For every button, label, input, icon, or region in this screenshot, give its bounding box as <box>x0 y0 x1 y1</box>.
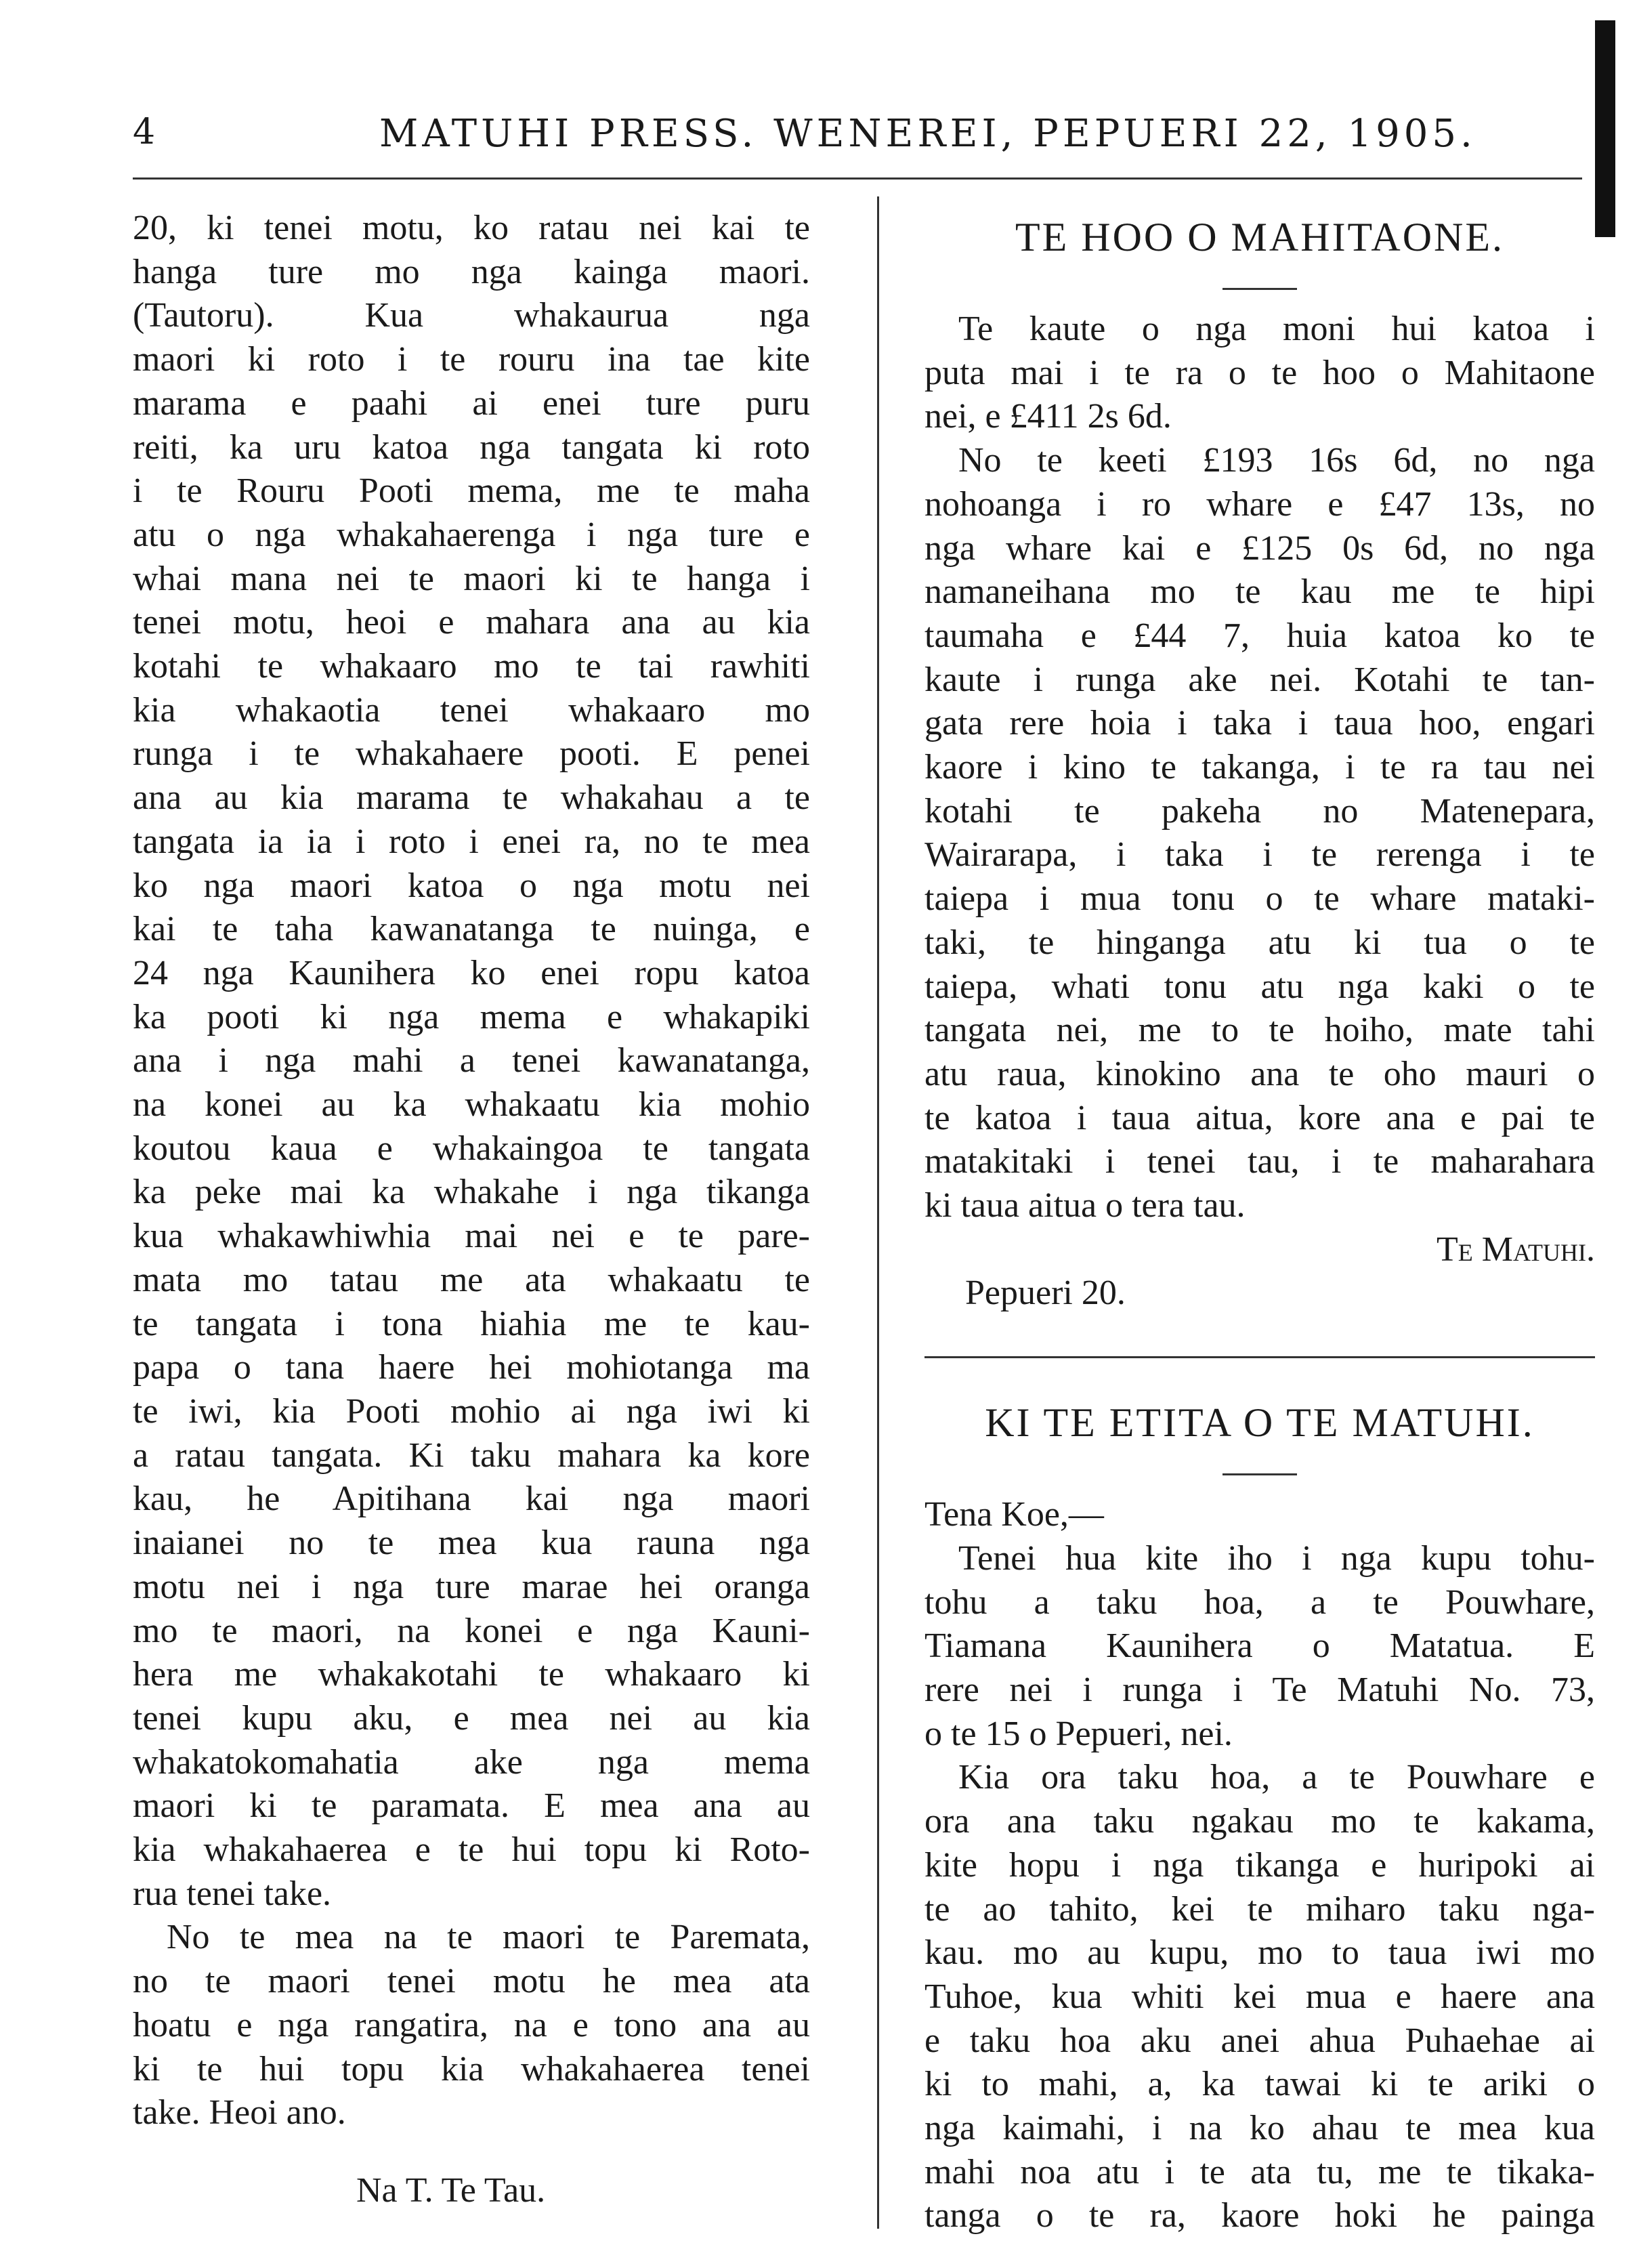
text-line: No te mea na te maori te Paremata, <box>167 1918 810 1957</box>
text-line: kai te taha kawanatanga te nuinga, e <box>133 910 810 949</box>
text-line: rua tenei take. <box>133 1874 332 1913</box>
text-line: whai mana nei te maori ki te hanga i <box>133 559 810 598</box>
text-line: nga kaimahi, i na ko ahau te mea kua <box>924 2109 1595 2148</box>
text-line: runga i te whakahaere pooti. E penei <box>133 734 810 774</box>
text-line: tenei kupu aku, e mea nei au kia <box>133 1698 810 1738</box>
left-paragraph-1 <box>133 207 810 1916</box>
text-line: kaute i runga ake nei. Kotahi te tan- <box>924 660 1595 699</box>
text-line: te katoa i taua aitua, kore ana e pai te <box>924 1098 1595 1137</box>
text-line: tohu a taku hoa, a te Pouwhare, <box>924 1582 1595 1622</box>
article1-signoff <box>924 1228 1595 1272</box>
text-line: ki to mahi, a, ka tawai ki te ariki o <box>924 2065 1595 2104</box>
column-divider <box>877 196 879 2229</box>
text-line: puta mai i te ra o te hoo o Mahitaone <box>924 353 1595 392</box>
text-line: ka peke mai ka whakahe i nga tikanga <box>133 1173 810 1212</box>
text-line: Wairarapa, i taka i te rerenga i te <box>924 835 1595 875</box>
text-line: gata rere hoia i taka i taua hoo, engari <box>924 704 1595 743</box>
text-line: atu raua, kinokino ana te oho mauri o <box>924 1054 1595 1093</box>
text-line: kotahi te whakaaro mo te tai rawhiti <box>133 647 810 686</box>
text-line: ka pooti ki nga mema e whakapiki <box>133 997 810 1036</box>
text-line: taumaha e £44 7, huia katoa ko te <box>924 616 1595 655</box>
text-line: te iwi, kia Pooti mohio ai nga iwi ki <box>133 1391 810 1431</box>
text-line: ana i nga mahi a tenei kawanatanga, <box>133 1041 810 1080</box>
text-line: tenei motu, heoi e mahara ana au kia <box>133 603 810 642</box>
text-line: hera me whakakotahi te whakaaro ki <box>133 1655 810 1694</box>
text-line: papa o tana haere hei mohiotanga ma <box>133 1348 810 1387</box>
text-line: namaneihana mo te kau me te hipi <box>924 572 1595 612</box>
text-line: (Tautoru). Kua whakaurua nga <box>133 296 810 335</box>
text-line: na konei au ka whakaatu kia mohio <box>133 1085 810 1125</box>
text-line: maori ki te paramata. E mea ana au <box>133 1786 810 1826</box>
article1-date: Pepueri 20. <box>965 1274 1126 1313</box>
text-line: koutou kaua e whakaingoa te tangata <box>133 1129 810 1168</box>
text-line: tanga o te ra, kaore hoki he painga <box>924 2196 1595 2235</box>
text-line: ora ana taku ngakau mo te kakama, <box>924 1802 1595 1841</box>
text-line: 20, ki tenei motu, ko ratau nei kai te <box>133 209 810 247</box>
text-line: ko nga maori katoa o nga motu nei <box>133 866 810 905</box>
text-line: Te kaute o nga moni hui katoa i <box>958 310 1595 348</box>
text-line: No te keeti £193 16s 6d, no nga <box>958 441 1595 480</box>
masthead: MATUHI PRESS. WENEREI, PEPUERI 22, 1905. <box>379 112 1476 156</box>
text-line: kaore i kino te takanga, i te ra tau nei <box>924 748 1595 787</box>
text-line: tangata nei, me to te hoiho, mate tahi <box>924 1011 1595 1050</box>
text-line: motu nei i nga ture marae hei oranga <box>133 1567 810 1606</box>
text-line: reiti, ka uru katoa nga tangata ki roto <box>133 427 810 467</box>
text-line: maori ki roto i te rouru ina tae kite <box>133 340 810 379</box>
text-line: Tiamana Kaunihera o Matatua. E <box>924 1626 1595 1666</box>
left-paragraph-2 <box>133 1916 810 2135</box>
article2-paragraph-2 <box>924 1756 1595 2238</box>
article1-signoff-text: Te Matuhi. <box>1437 1230 1595 1269</box>
text-line: 24 nga Kaunihera ko enei ropu katoa <box>133 953 810 992</box>
text-line: nohoanga i ro whare e £47 13s, no <box>924 484 1595 524</box>
article1-heading-rule <box>1223 288 1297 290</box>
text-line: mahi noa atu i te ata tu, me te tikaka- <box>924 2152 1595 2191</box>
text-line: atu o nga whakahaerenga i nga ture e <box>133 515 810 554</box>
text-line: tangata ia ia i roto i enei ra, no te mea <box>133 822 810 861</box>
text-line: whakatokomahatia ake nga mema <box>133 1742 810 1782</box>
text-line: te ao tahito, kei te miharo taku nga- <box>924 1889 1595 1929</box>
text-line: take. Heoi ano. <box>133 2093 346 2133</box>
left-column <box>133 207 810 2213</box>
article2-heading-rule <box>1223 1473 1297 1475</box>
text-line: ki taua aitua o tera tau. <box>924 1186 1246 1225</box>
text-line: nei, e £411 2s 6d. <box>924 397 1172 436</box>
article1-heading: TE HOO O MAHITAONE. <box>1015 215 1505 259</box>
text-line: mo te maori, na konei e nga Kauni- <box>133 1611 810 1650</box>
text-line: nga whare kai e £125 0s 6d, no nga <box>924 528 1595 568</box>
text-line: kua whakawhiwhia mai nei e te pare- <box>133 1217 810 1256</box>
section-rule <box>924 1356 1595 1358</box>
text-line: kau. mo au kupu, mo to taua iwi mo <box>924 1933 1595 1973</box>
text-line: hanga ture mo nga kainga maori. <box>133 252 810 291</box>
text-line: kia whakahaerea e te hui topu ki Roto- <box>133 1830 810 1870</box>
article2-heading: KI TE ETITA O TE MATUHI. <box>985 1400 1535 1446</box>
text-line: ana au kia marama te whakahau a te <box>133 778 810 818</box>
text-line: taiepa, whati tonu atu nga kaki o te <box>924 967 1595 1006</box>
text-line: taki, te hinganga atu ki tua o te <box>924 923 1595 962</box>
top-rule <box>133 177 1582 180</box>
text-line: marama e paahi ai enei ture puru <box>133 383 810 423</box>
text-line: kia whakaotia tenei whakaaro mo <box>133 690 810 730</box>
text-line: ki te hui topu kia whakahaerea tenei <box>133 2049 810 2088</box>
text-line: inaianei no te mea kua rauna nga <box>133 1524 810 1563</box>
text-line: no te maori tenei motu he mea ata <box>133 1962 810 2001</box>
text-line: e taku hoa aku anei ahua Puhaehae ai <box>924 2021 1595 2060</box>
text-line: Kia ora taku hoa, a te Pouwhare e <box>958 1758 1595 1797</box>
text-line: Tuhoe, kua whiti kei mua e haere ana <box>924 1977 1595 2016</box>
text-line: taiepa i mua tonu o te whare mataki- <box>924 879 1595 919</box>
edge-bar <box>1595 20 1615 237</box>
text-line: mata mo tatau me ata whakaatu te <box>133 1260 810 1299</box>
text-line: a ratau tangata. Ki taku mahara ka kore <box>133 1435 810 1475</box>
text-line: kite hopu i nga tikanga e huripoki ai <box>924 1845 1595 1885</box>
text-line: te tangata i tona hiahia me te kau- <box>133 1304 810 1343</box>
text-line: kau, he Apitihana kai nga maori <box>133 1479 810 1519</box>
text-line: Tenei hua kite iho i nga kupu tohu- <box>958 1538 1595 1578</box>
text-line: o te 15 o Pepueri, nei. <box>924 1714 1233 1753</box>
article1-body <box>924 308 1595 1228</box>
text-line: matakitaki i tenei tau, i te maharahara <box>924 1142 1595 1181</box>
text-line: hoatu e nga rangatira, na e tono ana au <box>133 2005 810 2044</box>
page-number: 4 <box>133 112 156 152</box>
text-line: rere nei i runga i Te Matuhi No. 73, <box>924 1670 1595 1709</box>
text-line: i te Rouru Pooti mema, me te maha <box>133 471 810 511</box>
article2-salutation: Tena Koe,— <box>924 1495 1104 1534</box>
text-line: kotahi te pakeha no Matenepara, <box>924 791 1595 831</box>
article2-paragraph-1 <box>924 1537 1595 1757</box>
left-signature: Na T. Te Tau. <box>356 2170 546 2210</box>
right-column <box>924 207 1595 2238</box>
